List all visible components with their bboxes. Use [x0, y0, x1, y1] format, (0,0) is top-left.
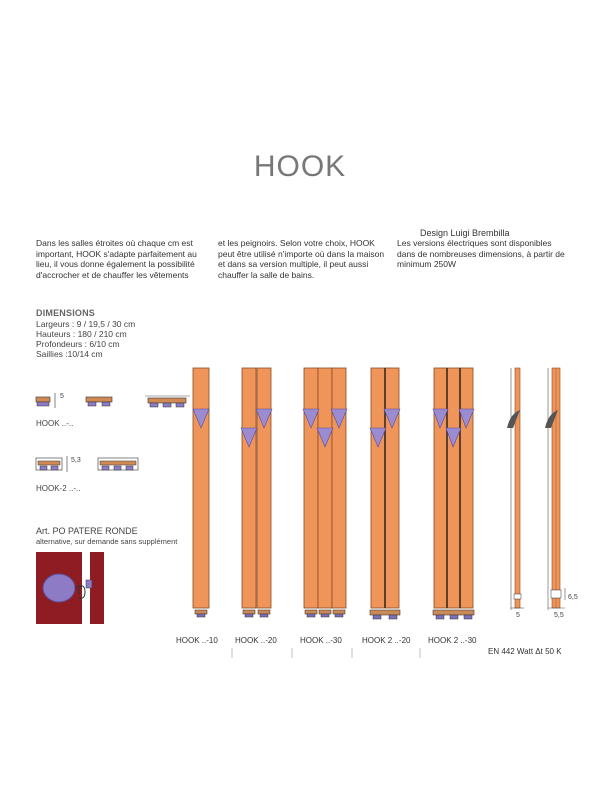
page-title: HOOK [253, 150, 347, 183]
hook-double-topview-2 [98, 458, 138, 470]
product-label-hook-30: HOOK ..-30 [300, 636, 342, 645]
hook-single-topview-3 [145, 396, 190, 407]
side-view-double [545, 368, 565, 610]
radiator-hook2-30 [433, 368, 474, 619]
side-view-single [507, 368, 524, 610]
text-line: dans de nombreuses dimensions, à partir de [397, 248, 565, 259]
hook-single-topview-1 [36, 393, 55, 408]
dimension-heights: Hauteurs : 180 / 210 cm [36, 329, 127, 339]
text-line: lieu, il vous donne également la possibilité [36, 259, 195, 269]
product-label-hook-20: HOOK ..-20 [235, 636, 277, 645]
text-line: Dans les salles étroites où chaque cm est [36, 238, 193, 248]
patere-title: Art. PO PATERE RONDE [36, 526, 138, 536]
hook-single-topview-2 [86, 397, 112, 406]
text-line: d'accrocher et de chauffer les vêtements [36, 269, 189, 280]
dimension-widths: Largeurs : 9 / 19,5 / 30 cm [36, 319, 136, 329]
text-line: Les versions électriques sont disponibles [397, 238, 552, 248]
patere-ronde-drawing [36, 552, 104, 624]
text-line: et les peignoirs. Selon votre choix, HOOK [218, 238, 375, 248]
product-label-hook2-20: HOOK 2 ..-20 [362, 636, 411, 645]
patere-subtitle: alternative, sur demande sans supplément [36, 537, 178, 546]
product-label-hook2-30: HOOK 2 ..-30 [428, 636, 477, 645]
radiator-hook-30 [303, 368, 347, 617]
text-line: et dans sa version multiple, il peut aussi [218, 259, 369, 269]
radiator-hook-20 [241, 368, 272, 617]
hook-double-label: HOOK-2 ..-.. [36, 484, 81, 493]
dimensions-title: DIMENSIONS [36, 308, 96, 318]
text-line: minimum 250W [397, 259, 457, 269]
side-dim-c: 6,5 [568, 594, 578, 601]
radiator-hook2-20 [370, 368, 400, 619]
side-dim-a: 5 [516, 612, 520, 619]
divider-ticks [232, 648, 420, 658]
product-label-hook-10: HOOK ..-10 [176, 636, 218, 645]
radiator-hook-10 [193, 368, 209, 617]
hook-single-label: HOOK ..-.. [36, 419, 74, 428]
designer-credit: Design Luigi Brembilla [420, 228, 510, 238]
text-line: important, HOOK s'adapte parfaitement au [36, 248, 197, 259]
hook-double-topview-1 [36, 456, 67, 472]
hook-double-dim: 5,3 [71, 457, 81, 464]
dimension-projections: Saillies :10/14 cm [36, 349, 103, 359]
text-line: peut être utilisé n'importe où dans la maison [218, 248, 385, 259]
side-dim-b: 5,5 [554, 612, 564, 619]
en-norm-label: EN 442 Watt Δt 50 K [488, 647, 562, 656]
dimension-depths: Profondeurs : 6/10 cm [36, 339, 120, 349]
text-line: chauffer la salle de bains. [218, 269, 315, 280]
hook-single-dim: 5 [60, 393, 64, 400]
